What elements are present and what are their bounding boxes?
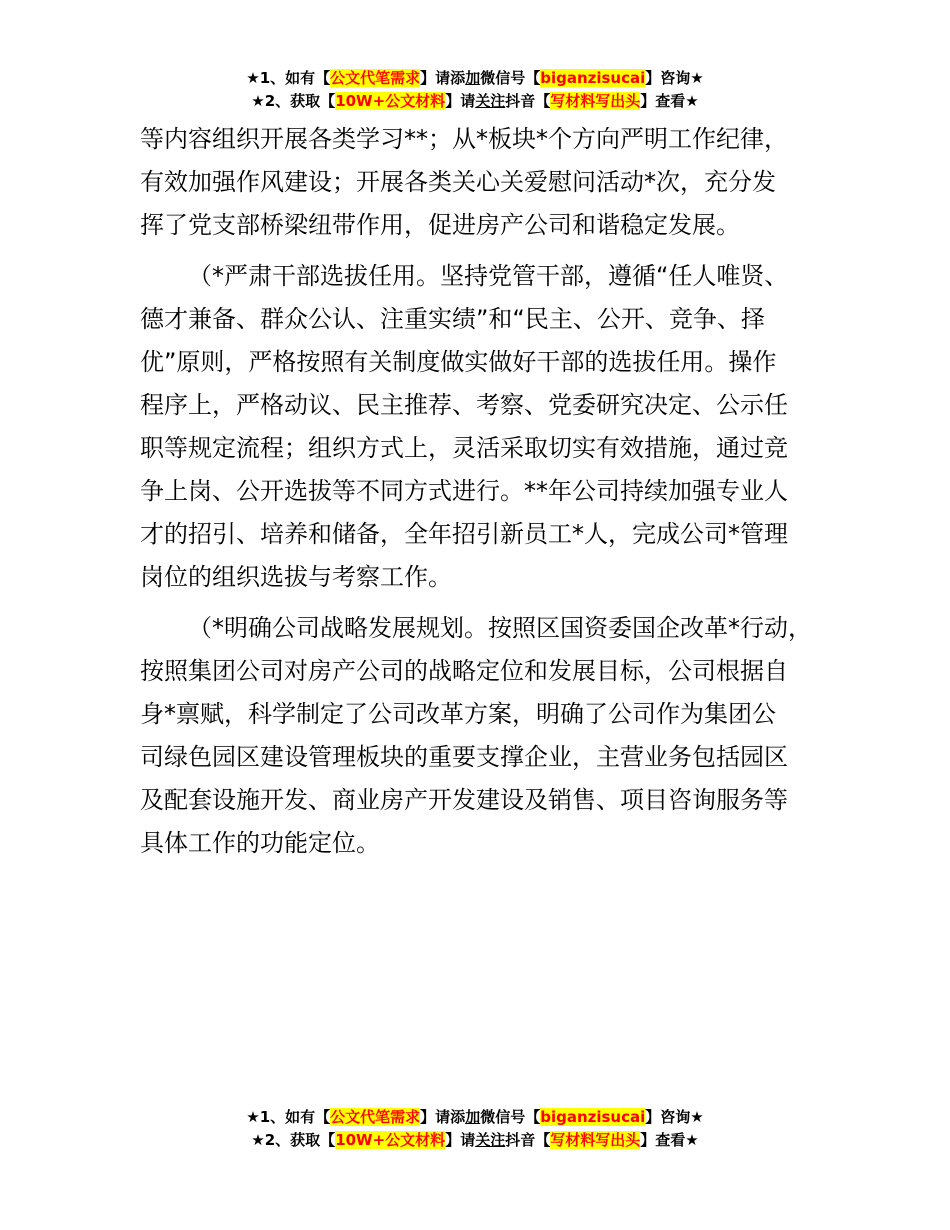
header-banner [0,67,950,113]
text-line: 司绿色园区建设管理板块的重要支撑企业，主营业务包括园区 [140,743,788,771]
text-line: 德才兼备、群众公认、注重实绩”和“民主、公开、竞争、择 [140,305,765,333]
banner-text: 微信号【 [480,1108,541,1126]
text-line: 按照集团公司对房产公司的战略定位和发展目标，公司根据自 [140,657,788,685]
banner-highlight: 公文代笔需求 [330,69,421,87]
banner-underlined-text: 加 [465,1108,481,1126]
text-line: 具体工作的功能定位。 [140,829,380,857]
banner-line-2 [0,1129,950,1152]
banner-underlined-text: 关注 [475,92,506,110]
text-line: 身*禀赋，科学制定了公司改革方案，明确了公司作为集团公 [140,700,776,728]
banner-text: 】咨询★ [645,69,704,87]
banner-highlight: 公文代笔需求 [330,1108,421,1126]
banner-highlight-douyin: 写材料写出头 [550,1131,641,1149]
paragraph-2 [140,255,830,599]
banner-line-2 [0,90,950,113]
banner-highlight-wechat-id: biganzisucai [540,1108,646,1126]
banner-text: 】请添 [420,1108,466,1126]
banner-text: ★2、获取【 [251,1131,336,1149]
banner-text: 】请 [445,92,476,110]
banner-underlined-text: 关注 [475,1131,506,1149]
text-line: 挥了党支部桥梁纽带作用，促进房产公司和谐稳定发展。 [140,211,740,239]
text-line: 才的招引、培养和储备，全年招引新员工*人，完成公司*管理 [140,520,788,548]
document-body [140,118,830,865]
text-line: （*严肃干部选拔任用。坚持党管干部，遵循“任人唯贤、 [188,262,789,290]
paragraph-3 [140,607,830,865]
banner-text: 】查看★ [640,92,699,110]
banner-text: 】查看★ [640,1131,699,1149]
banner-underlined-text: 加 [465,69,481,87]
banner-highlight: 10W+公文材料 [335,1131,446,1149]
banner-text: ★1、如有【 [246,1108,331,1126]
banner-text: 抖音【 [505,1131,551,1149]
banner-text: ★2、获取【 [251,92,336,110]
paragraph-1 [140,118,830,247]
banner-highlight-wechat-id: biganzisucai [540,69,646,87]
text-line: 及配套设施开发、商业房产开发建设及销售、项目咨询服务等 [140,786,788,814]
banner-text: 】咨询★ [645,1108,704,1126]
text-line: 程序上，严格动议、民主推荐、考察、党委研究决定、公示任 [140,391,788,419]
banner-text: ★1、如有【 [246,69,331,87]
text-line: 有效加强作风建设；开展各类关心关爱慰问活动*次，充分发 [140,168,776,196]
text-line: 岗位的组织选拔与考察工作。 [140,563,452,591]
footer-banner [0,1106,950,1152]
banner-highlight-douyin: 写材料写出头 [550,92,641,110]
text-line: 职等规定流程；组织方式上，灵活采取切实有效措施，通过竞 [140,434,788,462]
banner-line-1 [0,67,950,90]
text-line: 争上岗、公开选拔等不同方式进行。**年公司持续加强专业人 [140,477,788,505]
banner-text: 抖音【 [505,92,551,110]
text-line: 等内容组织开展各类学习**；从*板块*个方向严明工作纪律， [140,125,788,153]
text-line: （*明确公司战略发展规划。按照区国资委国企改革*行动， [188,614,812,642]
banner-line-1 [0,1106,950,1129]
banner-highlight: 10W+公文材料 [335,92,446,110]
banner-text: 】请添 [420,69,466,87]
text-line: 优”原则，严格按照有关制度做实做好干部的选拔任用。操作 [140,348,777,376]
banner-text: 】请 [445,1131,476,1149]
banner-text: 微信号【 [480,69,541,87]
